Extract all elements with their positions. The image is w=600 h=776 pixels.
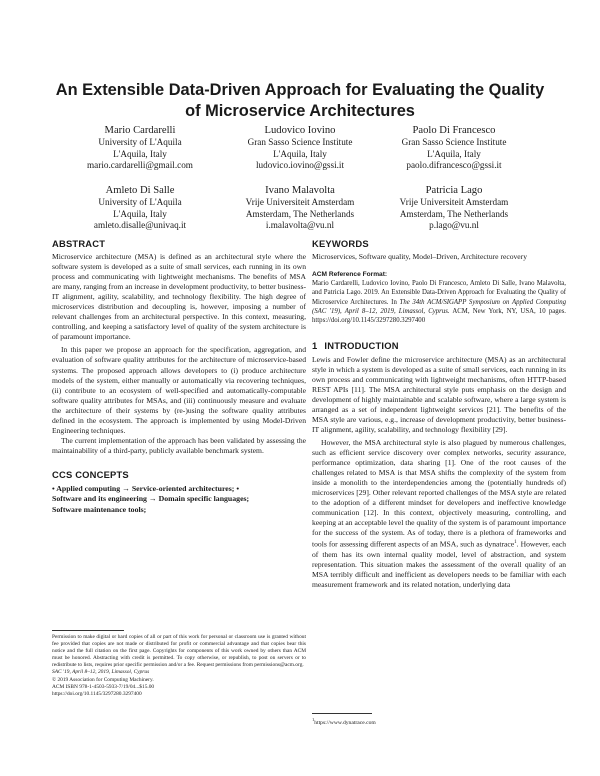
author-email: i.malavolta@vu.nl <box>265 220 335 231</box>
ccs-line: • Applied computing → Service-oriented architectures; • <box>52 483 240 493</box>
author-block <box>364 124 544 172</box>
author-email: p.lago@vu.nl <box>429 220 479 231</box>
author-block <box>210 124 390 172</box>
author-city: Amsterdam, The Netherlands <box>245 208 355 219</box>
ccs-concepts <box>52 484 306 515</box>
author-block <box>364 184 544 232</box>
abstract-paragraph: In this paper we propose an approach for the specification, aggregation, and evaluation of software quality attributes for the architecture of microservice-based systems. The proposed approach allows developers to (i) produce architecture models of the system, either manually or automatically via recovering techniques, (ii) contribute to an ecosystem of well-specified and automatically-computable software quality attributes for MSAs, and (iii) continuously measure and evaluate the architecture of their systems by (re-)using the software quality attributes defined in the ecosystem. The approach is implemented by using Model-Driven Engineering techniques. <box>52 345 306 435</box>
author-block <box>210 184 390 232</box>
author-email: paolo.difrancesco@gssi.it <box>406 160 502 171</box>
abstract-paragraph: The current implementation of the approach has been validated by assessing the maintainability of a third-party, publicly available benchmark system. <box>52 435 306 455</box>
abstract-heading: ABSTRACT <box>52 238 106 249</box>
reference-venue: The 34th ACM/SIGAPP Symposium on Applied Computing (SAC '19), April 8–12, 2019, Limassol, Cyprus. <box>312 298 566 315</box>
ccs-heading: CCS CONCEPTS <box>52 468 129 480</box>
footnote <box>312 716 566 727</box>
title-line-2: of Microservice Architectures <box>185 102 415 120</box>
permission-notice: Permission to make digital or hard copies of all or part of this work for personal or classroom use is granted without fee provided that copies are not made or distributed for profit or commercial advantage and that copies bear this notice and the full citation on the first page. Copyrights for components of this work owned by others than ACM must be honored. Abstracting with credit is permitted. To copy otherwise, or republish, to post on servers or to redistribute to lists, requires prior specific permission and/or a fee. Request permissions from permissions@acm.org. <box>52 634 306 669</box>
author-affiliation: Vrije Universiteit Amsterdam <box>245 197 355 207</box>
author-email: ludovico.iovino@gssi.it <box>255 160 345 171</box>
author-block <box>50 124 230 172</box>
copyright-line: © 2019 Association for Computing Machinery. <box>52 676 154 683</box>
author-city: L'Aquila, Italy <box>273 148 327 159</box>
author-name: Ivano Malavolta <box>265 185 335 196</box>
author-block <box>50 184 230 232</box>
intro-heading <box>312 340 566 352</box>
keywords-text: Microservices, Software quality, Model–Driven, Architecture recovery <box>312 252 528 261</box>
author-name: Mario Cardarelli <box>104 125 176 136</box>
conference-name: SAC '19, April 8–12, 2019, Limassol, Cyprus <box>52 669 150 676</box>
reference-publisher: ACM, New York, NY, USA, 10 pages. https://doi.org/10.1145/3297280.3297400 <box>312 307 566 325</box>
intro-paragraph <box>312 438 566 590</box>
author-city: L'Aquila, Italy <box>113 148 167 159</box>
intro-paragraph: Lewis and Fowler define the microservice architecture (MSA) as an architectural style in which a system is developed as a suite of small services, each running in its own process and communicating with lightweight mechanisms, often HTTP-based REST APIs [11]. The MSA architectural style puts emphasis on the design and development of highly maintainable and scalable software, where a large system is arranged as a set of independent lightweight services [21]. The benefits of the MSA style are various, e.g., increase of development productivity, better business-IT alignment, agility, scalability, and technology flexibility [29]. <box>312 354 566 434</box>
author-city: L'Aquila, Italy <box>427 148 481 159</box>
acm-reference-heading: ACM Reference Format: <box>312 271 388 279</box>
author-name: Ludovico Iovino <box>264 125 336 136</box>
author-affiliation: Gran Sasso Science Institute <box>247 137 353 147</box>
footnote-url[interactable]: https://www.dynatrace.com <box>314 719 376 726</box>
author-affiliation: Gran Sasso Science Institute <box>401 137 507 147</box>
keywords-heading: KEYWORDS <box>312 238 369 249</box>
section-title: INTRODUCTION <box>324 339 399 351</box>
doi-link[interactable]: https://doi.org/10.1145/3297280.3297400 <box>52 690 142 697</box>
author-affiliation: University of L'Aquila <box>98 137 182 147</box>
permission-block <box>52 634 306 698</box>
author-email: mario.cardarelli@gmail.com <box>87 160 193 171</box>
ccs-line: Software and its engineering → Domain specific languages; <box>52 494 250 504</box>
author-name: Amleto Di Salle <box>105 185 175 196</box>
footnote-number: 1 <box>312 717 315 722</box>
isbn-line: ACM ISBN 978-1-4503-5933-7/19/04...$15.00 <box>52 683 155 690</box>
author-affiliation: University of L'Aquila <box>98 197 182 207</box>
author-email: amleto.disalle@univaq.it <box>93 220 187 231</box>
title-line-1: An Extensible Data-Driven Approach for Evaluating the Quality <box>55 81 545 99</box>
intro-text: . However, each of them has its own internal quality model, level of abstraction, and system representation. This situation makes the assessment of the overall quality of an MSA terribly difficult and inefficient as developers needs to be familiar with each measurement framework and its related notation, underlying data <box>312 539 566 590</box>
reference-authors-title: Mario Cardarelli, Ludovico Iovino, Paolo Di Francesco, Amleto Di Salle, Ivano Malavolta, and Patricia Lago. 2019. An Extensible Data-Driven Approach for Evaluating the Quality of Microservice Architectures. In <box>312 280 566 306</box>
intro-text: However, the MSA architectural style is also plagued by numerous challenges, such as efficient service discovery over complex networks, security assurance, performance optimization, data sharing [1]. One of the root causes of the challenges related to MSA is that MSA shifts the complexity of the system from inside a monolith to the interdependencies among the (potentially hundreds of) microservices [29]. Other relevant reported challenges of the MSA style are related to the adoption of a different mindset for developers and ineffective knowledge communication [12]. In this context, objectively measuring, controlling, and keeping at an acceptable level the quality of the system is of paramount importance for the success of the system. As of today, there is a plethora of frameworks and tools for assessing different aspects of an MSA, such as dynatrace <box>312 437 566 549</box>
paper-title <box>40 80 560 122</box>
left-column <box>52 238 306 515</box>
footnote-rule <box>312 713 372 714</box>
author-affiliation: Vrije Universiteit Amsterdam <box>399 197 509 207</box>
abstract-paragraph: Microservice architecture (MSA) is defined as an architectural style where the software system is developed as a suite of small services, each running in its own process and communicating with lightweight mechanisms. The benefits of MSA are many, ranging from an increase in development productivity, to better business-IT alignment, agility, scalability, and technology flexibility. The high degree of microservices distribution and decoupling is, however, imposing a number of relevant challenges from an architectural perspective. In this context, measuring, controlling, and keeping a satisfactory level of quality of the system architecture is of paramount importance. <box>52 252 306 342</box>
footnote-rule <box>52 630 124 631</box>
footnote-marker[interactable]: 1 <box>514 540 517 546</box>
author-name: Patricia Lago <box>425 185 483 196</box>
author-city: L'Aquila, Italy <box>113 208 167 219</box>
conference-line <box>52 669 306 676</box>
right-column <box>312 238 566 590</box>
acm-reference-text <box>312 279 566 325</box>
ccs-line: Software maintenance tools; <box>52 504 147 514</box>
author-city: Amsterdam, The Netherlands <box>399 208 509 219</box>
author-name: Paolo Di Francesco <box>412 125 496 136</box>
section-number: 1 <box>312 339 318 351</box>
